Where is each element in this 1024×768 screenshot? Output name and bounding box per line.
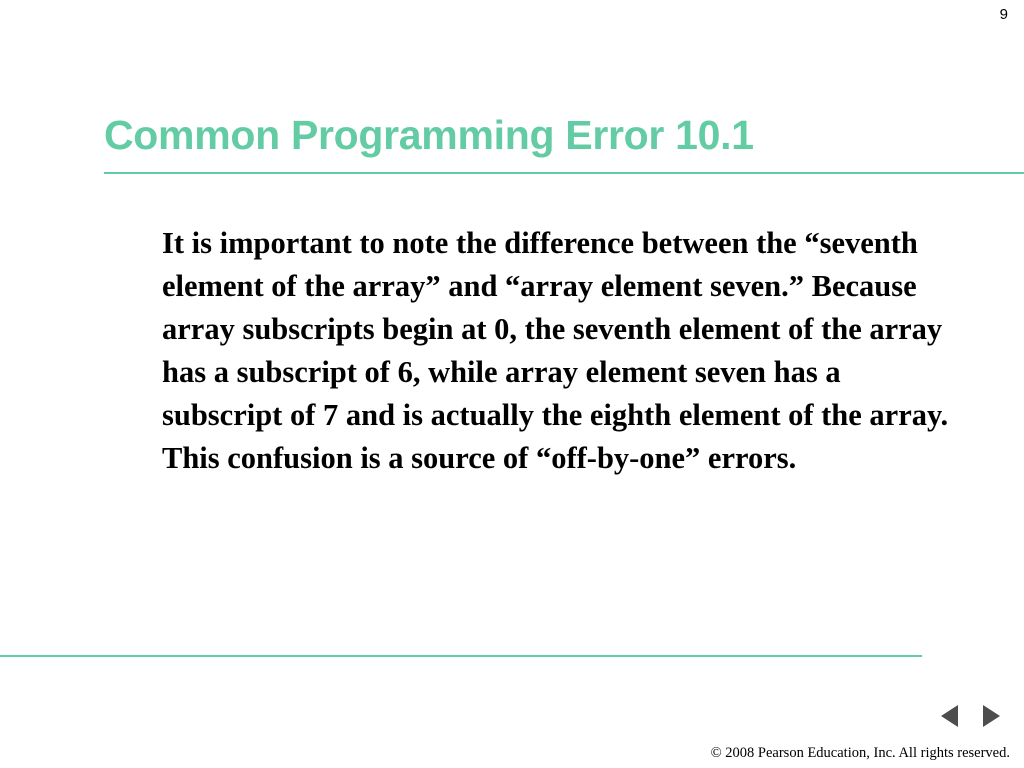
page-number: 9 — [999, 6, 1008, 23]
triangle-left-icon — [941, 705, 958, 727]
footer-divider — [0, 655, 922, 657]
previous-slide-button[interactable] — [934, 703, 964, 729]
triangle-right-icon — [983, 705, 1000, 727]
slide-body-text: It is important to note the difference between the “seventh element of the array” and “array element seven.” Because array subscripts begin at 0, the seventh element of the array has a subscript of 6, while array element seven has a subscript of 7 and is actually the eighth element of the array. This confusion is a source of “off-by-one” errors. — [162, 226, 949, 475]
title-divider — [104, 172, 1024, 174]
copyright-notice: © 2008 Pearson Education, Inc. All rights reserved. — [710, 745, 1010, 761]
slide-navigation[interactable] — [934, 703, 1006, 729]
page-title: Common Programming Error 10.1 — [104, 112, 754, 158]
next-slide-button[interactable] — [976, 703, 1006, 729]
